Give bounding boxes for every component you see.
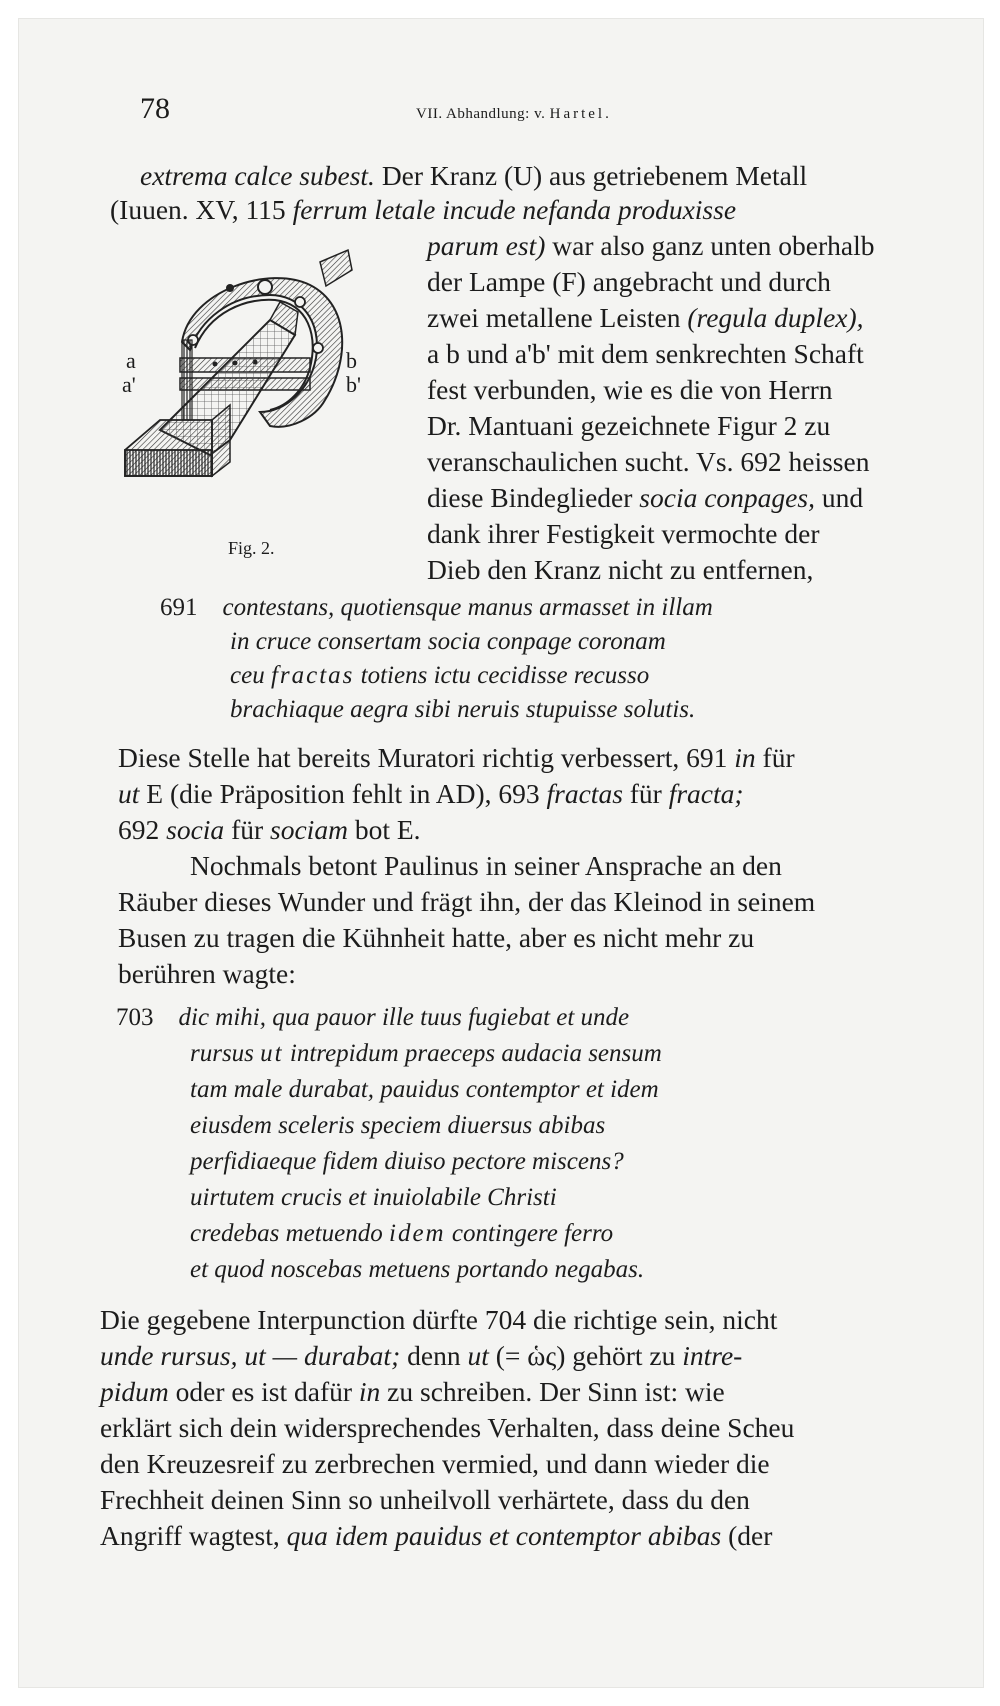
verse1-line3: ceu fractas totiens ictu cecidisse recusso — [230, 662, 650, 689]
para2-line2: ut E (die Präposition fehlt in AD), 693 fractas für fracta; — [118, 778, 744, 809]
para2-line3: 692 socia für sociam bot E. — [118, 814, 421, 845]
page-header — [140, 92, 920, 132]
figure-label-a-prime: a' — [122, 372, 136, 397]
verse2-line7: credebas metuendo idem contingere ferro — [190, 1220, 614, 1247]
verse2-line5: perfidiaeque fidem diuiso pectore miscens? — [190, 1148, 624, 1175]
verse2-line2: rursus ut intrepidum praeceps audacia sensum — [190, 1040, 662, 1067]
para3-line3: Busen zu tragen die Kühnheit hatte, aber es nicht mehr zu — [118, 922, 755, 953]
verse2-line8: et quod noscebas metuens portando negabas. — [190, 1256, 645, 1283]
para4-line7: Angriff wagtest, qua idem pauidus et contemptor abibas (der — [100, 1520, 773, 1551]
para3-line4: berühren wagte: — [118, 958, 296, 989]
para3-line1: Nochmals betont Paulinus in seiner Ansprache an den — [190, 850, 782, 881]
verse1-line1: 691 contestans, quotiensque manus armasset in illam — [160, 594, 713, 621]
verse2-line1: 703 dic mihi, qua pauor ille tuus fugiebat et unde — [116, 1004, 630, 1031]
para1-line7: fest verbunden, wie es die von Herrn — [427, 374, 833, 405]
para1-line1: extrema calce subest. Der Kranz (U) aus getriebenem Metall — [140, 160, 808, 191]
para2-line1: Diese Stelle hat bereits Muratori richtig verbessert, 691 in für — [118, 742, 795, 773]
para4-line2: unde rursus, ut — durabat; denn ut (= ὡς) gehört zu intre- — [100, 1340, 743, 1371]
page-number: 78 — [140, 92, 170, 125]
verse-number: 691 — [160, 594, 198, 621]
verse2-line4: eiusdem sceleris speciem diuersus abibas — [190, 1112, 606, 1139]
figure-label-b-prime: b' — [346, 372, 361, 397]
para1-line2: (Iuuen. XV, 115 ferrum letale incude nefanda produxisse — [110, 194, 737, 225]
figure-label-b: b — [346, 348, 357, 373]
para4-line6: Frechheit deinen Sinn so unheilvoll verhärtete, dass du den — [100, 1484, 750, 1515]
para3-line2: Räuber dieses Wunder und frägt ihn, der das Kleinod in seinem — [118, 886, 816, 917]
verse-number: 703 — [116, 1004, 154, 1031]
para1-line10: diese Bindeglieder socia conpages, und — [427, 482, 864, 513]
verse2-line3: tam male durabat, pauidus contemptor et idem — [190, 1076, 659, 1103]
para4-line3: pidum oder es ist dafür in zu schreiben. Der Sinn ist: wie — [100, 1376, 725, 1407]
para1-line9: veranschaulichen sucht. Vs. 692 heissen — [427, 446, 870, 477]
figure-2-illustration — [120, 240, 400, 530]
para1-line12: Dieb den Kranz nicht zu entfernen, — [427, 554, 814, 585]
para1-line3: parum est) war also ganz unten oberhalb — [427, 230, 875, 261]
figure-label-a: a — [126, 348, 136, 373]
para4-line1: Die gegebene Interpunction dürfte 704 die richtige sein, nicht — [100, 1304, 778, 1335]
running-head: VII. Abhandlung: v. Hartel. — [416, 106, 612, 122]
para1-line11: dank ihrer Festigkeit vermochte der — [427, 518, 820, 549]
para1-line6: a b und a'b' mit dem senkrechten Schaft — [427, 338, 864, 369]
para1-line4: der Lampe (F) angebracht und durch — [427, 266, 831, 297]
para4-line4: erklärt sich dein widersprechendes Verhalten, dass deine Scheu — [100, 1412, 795, 1443]
verse2-line6: uirtutem crucis et inuiolabile Christi — [190, 1184, 557, 1211]
figure-caption: Fig. 2. — [228, 538, 275, 558]
verse1-line4: brachiaque aegra sibi neruis stupuisse solutis. — [230, 696, 696, 723]
para1-line8: Dr. Mantuani gezeichnete Figur 2 zu — [427, 410, 831, 441]
para1-line5: zwei metallene Leisten (regula duplex), — [427, 302, 864, 333]
verse1-line2: in cruce consertam socia conpage coronam — [230, 628, 666, 655]
para4-line5: den Kreuzesreif zu zerbrechen vermied, und dann wieder die — [100, 1448, 770, 1479]
